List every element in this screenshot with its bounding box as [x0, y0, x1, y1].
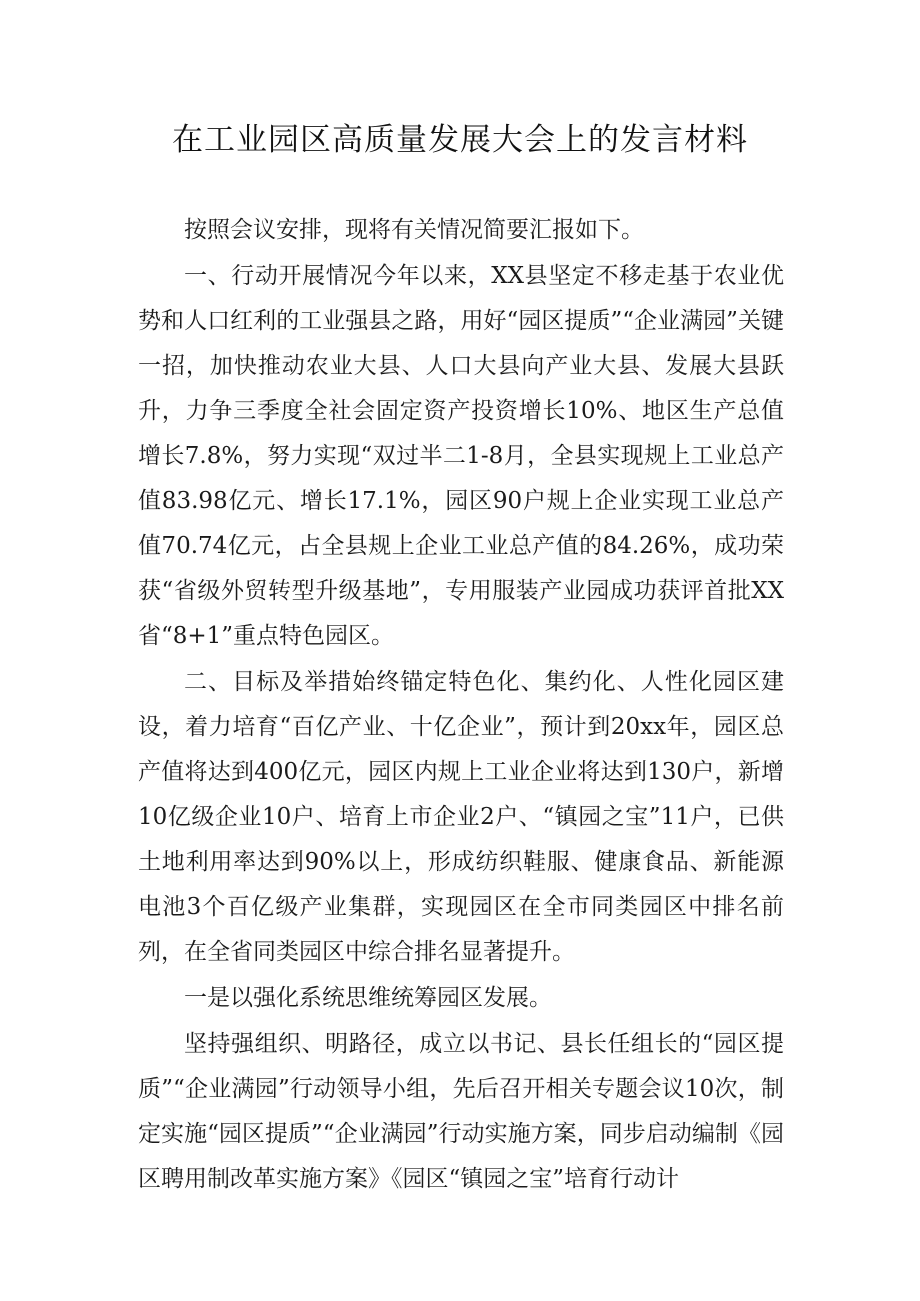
- paragraph-section-two: 二、目标及举措始终锚定特色化、集约化、人性化园区建设，着力培育“百亿产业、十亿企业”，预计到20xx年，园区总产值将达到400亿元，园区内规上工业企业将达到130户，新增10亿级企业10户、培育上市企业2户、“镇园之宝”11户，已供土地利用率达到90%以上，形成纺织鞋服、健康食品、新能源电池3个百亿级产业集群，实现园区在全市同类园区中排名前列，在全省同类园区中综合排名显著提升。: [138, 669, 784, 965]
- document-body: [138, 208, 784, 1203]
- paragraph-subheading-one: 一是以强化系统思维统筹园区发展。: [184, 985, 552, 1011]
- paragraph-intro: 按照会议安排，现将有关情况简要汇报如下。: [184, 217, 644, 243]
- document-title: 在工业园区高质量发展大会上的发言材料: [172, 122, 748, 158]
- paragraph-organization: 坚持强组织、明路径，成立以书记、县长任组长的“园区提质”“企业满园”行动领导小组，先后召开相关专题会议10次，制定实施“园区提质”“企业满园”行动实施方案，同步启动编制《园区聘用制改革实施方案》《园区“镇园之宝”培育行动计: [138, 1031, 784, 1192]
- paragraph-section-one: 一、行动开展情况今年以来，XX县坚定不移走基于农业优势和人口红利的工业强县之路，用好“园区提质”“企业满园”关键一招，加快推动农业大县、人口大县向产业大县、发展大县跃升，力争三季度全社会固定资产投资增长10%、地区生产总值增长7.8%，努力实现“双过半二1-8月，全县实现规上工业总产值83.98亿元、增长17.1%，园区90户规上企业实现工业总产值70.74亿元，占全县规上企业工业总产值的84.26%，成功荣获“省级外贸转型升级基地”，专用服装产业园成功获评首批XX省“8+1”重点特色园区。: [138, 263, 784, 649]
